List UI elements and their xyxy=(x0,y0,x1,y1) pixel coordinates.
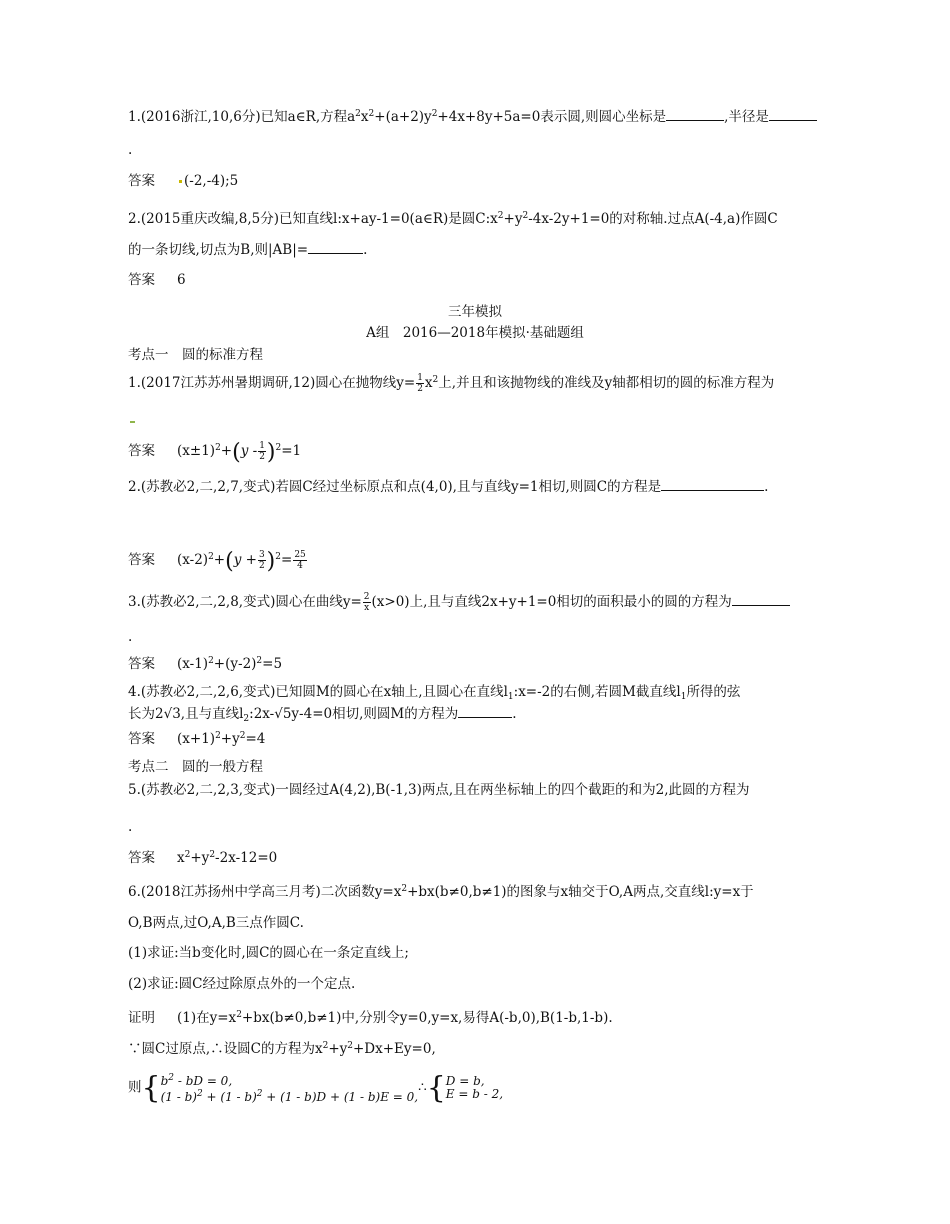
section-subtitle: A组 2016—2018年模拟·基础题组 xyxy=(366,325,584,341)
answer-blank xyxy=(661,477,764,491)
proof-line-1: 证明 (1)在$y=x^2+bx(b\ne 0,b\ne 1)$中,分别令y=0,y=x,易得A(-b,0),B(1-b,1-b). xyxy=(128,1010,613,1026)
question-4-cont: 长为2√3,且与直线$l_2:2x-√5y-4=0$相切,则圆M的方程为 . xyxy=(128,706,517,724)
answer-blank xyxy=(308,240,363,254)
question-3: 3.(苏教必2,二,2,8,变式)圆心在曲线y= $\frac{2}{x}$ (x>0)上,且与直线2x+y+1=0相切的面积最小的圆的方程为 xyxy=(128,592,790,613)
problem-1: 1.(2016浙江,10,6分)已知a∈R,方程$a^2x^2+(a+2)y^2+4x+8y+5a=0$表示圆,则圆心坐标是 ,半径是 xyxy=(128,105,817,126)
equation-system: D = b, E = b - 2, xyxy=(445,1074,504,1101)
proof-line-3: 则{ $b^2$ - bD = 0, (1 - b)$^2$ + (1 - b)$^2$ + (1 - b)D + (1 - b)E = 0, ∴{ D = b, E = b - 2, xyxy=(128,1070,504,1106)
proof-line-2: ∵圆C过原点,∴设圆C的方程为$x^2+y^2+Dx+Ey=0$, xyxy=(128,1041,436,1057)
answer-blank xyxy=(732,592,790,606)
answer-4: 答案 $(x-2)^2+(y$ + $\frac{3}{2}$ )$^2$= $\frac{25}{4}$ xyxy=(128,549,306,574)
line-end: . xyxy=(128,142,133,158)
question-2: 2.(苏教必2,二,2,7,变式)若圆C经过坐标原点和点(4,0),且与直线y=1相切,则圆C的方程是 . xyxy=(128,479,769,495)
fraction: $\frac{2}{x}$ xyxy=(363,592,370,613)
sqrt-symbol: √5 xyxy=(274,706,292,722)
answer-7: 答案 $x^2+y^2-2x-12=0$ xyxy=(128,850,278,866)
question-6: 6.(2018江苏扬州中学高三月考)二次函数$y=x^2+bx(b\ne 0,b\ne 1)$的图象与x轴交于O,A两点,交直线l:y=x于 xyxy=(128,884,754,900)
answer-6: 答案 $(x+1)^2+y^2=4$ xyxy=(128,731,266,747)
fraction: $\frac{1}{2}$ xyxy=(259,441,265,462)
equation-system: $b^2$ - bD = 0, (1 - b)$^2$ + (1 - b)$^2$ + (1 - b)D + (1 - b)E = 0, xyxy=(160,1073,419,1104)
line-end: . xyxy=(128,819,133,835)
answer-5: 答案 $(x-1)^2+(y-2)^2=5$ xyxy=(128,656,283,672)
kaodian-1: 考点一 圆的标准方程 xyxy=(128,347,263,363)
fraction: $\frac{25}{4}$ xyxy=(294,550,306,571)
section-title: 三年模拟 xyxy=(448,304,502,320)
answer-blank xyxy=(666,107,724,121)
question-6-cont: O,B两点,过O,A,B三点作圆C. xyxy=(128,915,304,931)
answer-blank xyxy=(769,107,817,121)
answer-2: 答案 6 xyxy=(128,272,186,288)
mark-dash xyxy=(130,421,135,423)
problem-2-cont: 的一条切线,切点为B,则|AB|= . xyxy=(128,242,368,258)
answer-blank xyxy=(458,704,512,718)
line-end: . xyxy=(128,629,133,645)
question-1: 1.(2017江苏苏州暑期调研,12)圆心在抛物线y= $\frac{1}{2}$ $x^2$上,并且和该抛物线的准线及y轴都相切的圆的标准方程为 xyxy=(128,373,775,394)
answer-1: 答案 (-2,-4);5 xyxy=(128,173,239,189)
fraction: $\frac{3}{2}$ xyxy=(258,550,265,571)
sqrt-symbol: √3 xyxy=(163,706,181,722)
answer-3: 答案 $(x\pm 1)^2+(y$ - $\frac{1}{2}$ )$^2$=1 xyxy=(128,440,302,465)
kaodian-2: 考点二 圆的一般方程 xyxy=(128,759,263,775)
question-5: 5.(苏教必2,二,2,3,变式)一圆经过A(4,2),B(-1,3)两点,且在两坐标轴上的四个截距的和为2,此圆的方程为 xyxy=(128,782,750,798)
fraction: $\frac{1}{2}$ xyxy=(417,373,423,394)
question-4: 4.(苏教必2,二,2,6,变式)已知圆M的圆心在x轴上,且圆心在直线$l_1:x=-2$的右侧,若圆M截直线$l_1$所得的弦 xyxy=(128,684,741,702)
question-6-part-1: (1)求证:当b变化时,圆C的圆心在一条定直线上; xyxy=(128,945,409,961)
mark-dot xyxy=(179,180,182,183)
problem-2: 2.(2015重庆改编,8,5分)已知直线l:x+ay-1=0(a∈R)是圆$C:x^2+y^2-4x-2y+1=0$的对称轴.过点A(-4,a)作圆C xyxy=(128,211,778,227)
line-end xyxy=(128,412,137,430)
question-6-part-2: (2)求证:圆C经过除原点外的一个定点. xyxy=(128,976,356,992)
